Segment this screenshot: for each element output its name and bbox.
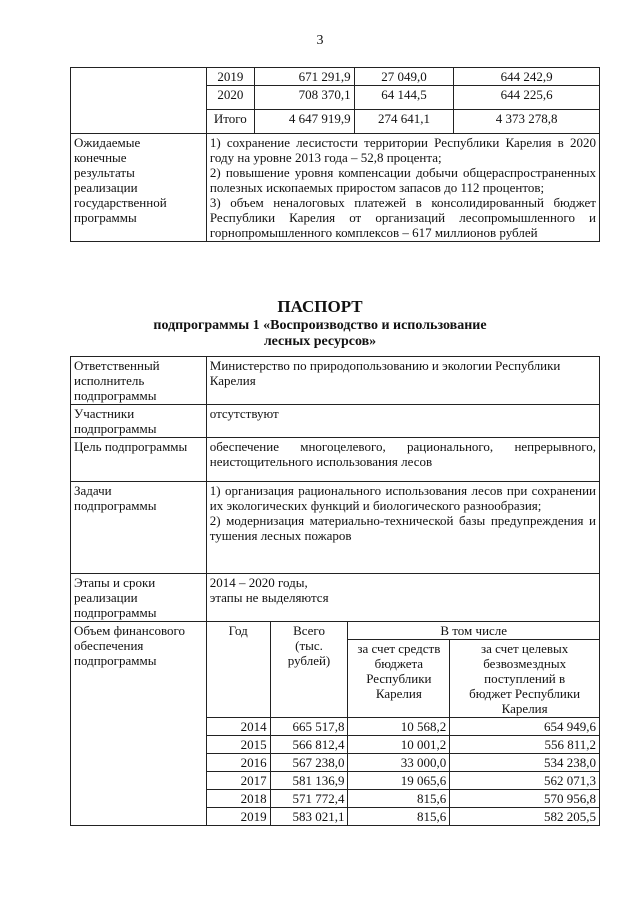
page-number: 3 [316,33,324,48]
results-text: 1) сохранение лесистости территории Республики Карелия в 2020 году на уровне 2013 года – 52,8 процента; 2) повышение уровня компенсации добычи общераспространенных полезных ископаемых приростом запасов до 112 процентов; 3) объем неналоговых платежей в консолидированный бюджет Республики Карелия от организаций лесопромышленного и горнопромышленного комплексов – 617 миллионов рублей [206,134,599,242]
total-cell: 708 370,1 [254,86,354,110]
budget-cell: 33 000,0 [348,754,450,772]
passport-subtitle: подпрограммы 1 «Воспроизводство и использование лесных ресурсов» [153,318,487,349]
budget-cell: 10 568,2 [348,718,450,736]
tasks-label: Задачи подпрограммы [71,482,207,574]
results-row [71,134,600,242]
year-cell: 2014 [206,718,270,736]
table-row [71,357,600,405]
budget-cell: 27 049,0 [354,68,454,86]
executor-label: Ответственный исполнитель подпрограммы [71,357,207,405]
year-cell: 2019 [206,808,270,826]
other-cell: 654 949,6 [450,718,600,736]
finance-label: Объем финансового обеспечения подпрограммы [71,622,207,826]
stages-label: Этапы и сроки реализации подпрограммы [71,574,207,622]
other-cell: 582 205,5 [450,808,600,826]
other-cell: 4 373 278,8 [454,110,600,134]
other-cell: 534 238,0 [450,754,600,772]
tasks-value: 1) организация рационального использования лесов при сохранении их экологических функций и биологического разнообразия; 2) модернизация материально-технической базы предупреждения и тушения лесных пожаров [206,482,599,574]
finance-budget-header: за счет средств бюджета Республики Карелия [348,640,450,718]
executor-value: Министерство по природопользованию и экологии Республики Карелия [206,357,599,405]
top-table [70,67,600,242]
total-cell: 665 517,8 [270,718,348,736]
year-cell: Итого [206,110,254,134]
budget-cell: 19 065,6 [348,772,450,790]
stages-value: 2014 – 2020 годы, этапы не выделяются [206,574,599,622]
finance-year-header: Год [206,622,270,718]
goal-label: Цель подпрограммы [71,438,207,482]
results-label: Ожидаемые конечные результаты реализации государственной программы [71,134,207,242]
year-cell: 2019 [206,68,254,86]
total-cell: 567 238,0 [270,754,348,772]
budget-cell: 815,6 [348,808,450,826]
other-cell: 570 956,8 [450,790,600,808]
goal-value: обеспечение многоцелевого, рационального, непрерывного, неистощительного использования лесов [206,438,599,482]
passport-table [70,356,600,826]
other-cell: 562 071,3 [450,772,600,790]
year-cell: 2018 [206,790,270,808]
total-cell: 4 647 919,9 [254,110,354,134]
table-row [71,574,600,622]
year-cell: 2020 [206,86,254,110]
passport-title: ПАСПОРТ [277,297,363,316]
finance-other-header: за счет целевых безвозмездных поступлений в бюджет Республики Карелия [450,640,600,718]
budget-cell: 10 001,2 [348,736,450,754]
participants-label: Участники подпрограммы [71,405,207,438]
finance-header-row [71,622,600,640]
finance-total-header: Всего (тыс. рублей) [270,622,348,718]
other-cell: 556 811,2 [450,736,600,754]
finance-incl-header: В том числе [348,622,600,640]
year-cell: 2017 [206,772,270,790]
other-cell: 644 242,9 [454,68,600,86]
budget-cell: 64 144,5 [354,86,454,110]
total-cell: 671 291,9 [254,68,354,86]
total-cell: 583 021,1 [270,808,348,826]
total-cell: 571 772,4 [270,790,348,808]
table-row [71,405,600,438]
budget-cell: 815,6 [348,790,450,808]
total-cell: 581 136,9 [270,772,348,790]
year-cell: 2016 [206,754,270,772]
table-row [71,68,600,86]
table-row [71,482,600,574]
year-cell: 2015 [206,736,270,754]
table-row [71,438,600,482]
participants-value: отсутствуют [206,405,599,438]
total-cell: 566 812,4 [270,736,348,754]
other-cell: 644 225,6 [454,86,600,110]
budget-cell: 274 641,1 [354,110,454,134]
